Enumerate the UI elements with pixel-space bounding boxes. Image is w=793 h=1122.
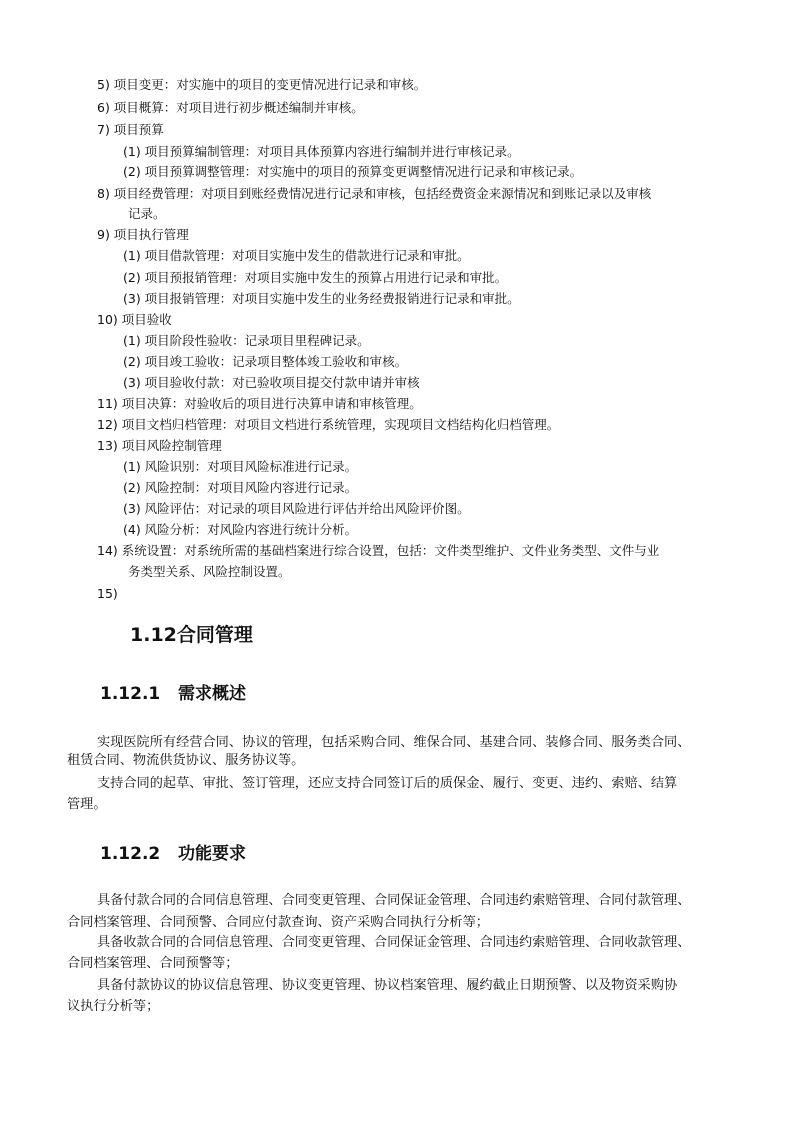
list-item: (2) 风险控制：对项目风险内容进行记录。 [123,480,358,495]
list-item: (1) 项目阶段性验收：记录项目里程碑记录。 [123,333,370,348]
paragraph-line: 具备收款合同的合同信息管理、合同变更管理、合同保证金管理、合同违约索赔管理、合同收款管理、 [97,935,691,950]
subsection-heading [100,843,246,865]
list-item: 务类型关系、风险控制设置。 [128,564,291,579]
list-item: (3) 项目验收付款：对已验收项目提交付款申请并审核 [123,375,420,390]
list-item: 5) 项目变更：对实施中的项目的变更情况进行记录和审核。 [97,77,427,92]
paragraph-line: 租赁合同、物流供货协议、服务协议等。 [67,753,305,768]
list-item: (3) 项目报销管理：对项目实施中发生的业务经费报销进行记录和审批。 [123,291,520,306]
section-heading [130,623,253,647]
paragraph-line: 管理。 [67,797,107,812]
paragraph-line: 支持合同的起草、审批、签订管理，还应支持合同签订后的质保金、履行、变更、违约、索赔、结算 [97,776,678,791]
paragraph-line: 合同档案管理、合同预警等； [67,956,239,971]
subsection-number: 1.12.2 [100,844,161,864]
list-item: (3) 风险评估：对记录的项目风险进行评估并给出风险评价图。 [123,501,470,516]
list-item: (2) 项目预报销管理：对项目实施中发生的预算占用进行记录和审批。 [123,270,508,285]
list-item: 7) 项目预算 [97,122,164,137]
subsection-title: 功能要求 [178,844,246,864]
list-item: 记录。 [128,206,166,221]
list-item: 10) 项目验收 [97,312,172,327]
list-item: 13) 项目风险控制管理 [97,438,222,453]
list-item: 14) 系统设置：对系统所需的基础档案进行综合设置，包括：文件类型维护、文件业务类型、文件与业 [97,543,660,558]
subsection-heading [100,683,246,705]
list-item: 9) 项目执行管理 [97,227,189,242]
list-item: (1) 风险识别：对项目风险标准进行记录。 [123,459,358,474]
paragraph-line: 实现医院所有经营合同、协议的管理，包括采购合同、维保合同、基建合同、装修合同、服务类合同、 [97,735,691,750]
list-item: (1) 项目借款管理：对项目实施中发生的借款进行记录和审批。 [123,248,470,263]
list-item: (4) 风险分析：对风险内容进行统计分析。 [123,522,358,537]
list-item: 8) 项目经费管理：对项目到账经费情况进行记录和审核，包括经费资金来源情况和到账记录以及审核 [97,186,652,201]
list-item: (2) 项目预算调整管理：对实施中的项目的预算变更调整情况进行记录和审核记录。 [123,164,583,179]
paragraph-line: 具备付款协议的协议信息管理、协议变更管理、协议档案管理、履约截止日期预警、以及物资采购协 [97,978,678,993]
section-number: 1.12 [130,624,177,646]
list-item: 12) 项目文档归档管理：对项目文档进行系统管理，实现项目文档结构化归档管理。 [97,417,560,432]
paragraph-line: 议执行分析等； [67,999,160,1014]
paragraph-line: 合同档案管理、合同预警、合同应付款查询、资产采购合同执行分析等； [67,915,489,930]
subsection-number: 1.12.1 [100,684,161,704]
list-item: 15) [97,586,118,601]
paragraph-line: 具备付款合同的合同信息管理、合同变更管理、合同保证金管理、合同违约索赔管理、合同付款管理、 [97,893,691,908]
list-item: 11) 项目决算：对验收后的项目进行决算申请和审核管理。 [97,396,422,411]
subsection-title: 需求概述 [178,684,246,704]
list-item: (2) 项目竣工验收：记录项目整体竣工验收和审核。 [123,354,408,369]
section-title: 合同管理 [176,624,253,646]
list-item: 6) 项目概算：对项目进行初步概述编制并审核。 [97,100,364,115]
list-item: (1) 项目预算编制管理：对项目具体预算内容进行编制并进行审核记录。 [123,144,520,159]
